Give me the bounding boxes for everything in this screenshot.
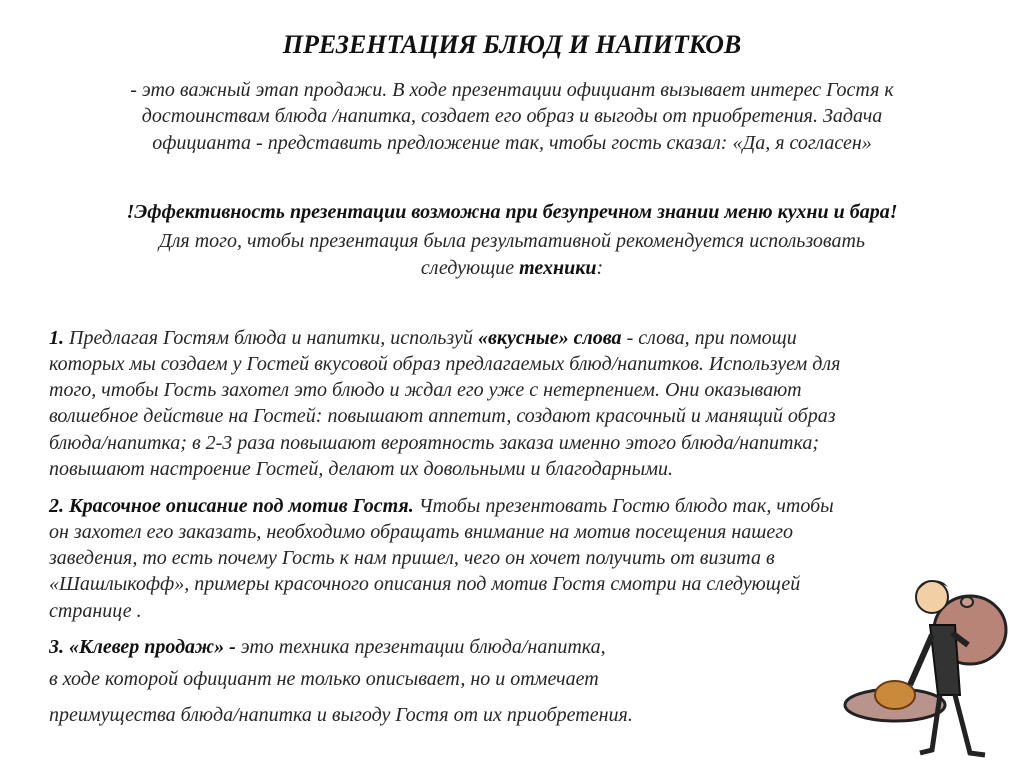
item1-line [49, 326, 797, 350]
lead-line: Для того, чтобы презентация была результативной рекомендуется использовать [158, 230, 866, 252]
emphasis-line: !Эффективность презентации возможна при безупречном знании меню кухни и бара! [126, 201, 898, 223]
item1-num: 1. [49, 327, 64, 349]
item3-line: преимущества блюда/напитка и выгоду Гостя от их приобретения. [49, 704, 633, 726]
item1-line: того, чтобы Гость захотел это блюдо и ждал его уже с нетерпением. Они оказывают [49, 379, 802, 401]
item1-text: Предлагая Гостям блюда и напитки, используй [64, 327, 478, 349]
waiter-illustration [820, 555, 1020, 760]
item2-line [49, 494, 834, 518]
item2-line: «Шашлыкофф», примеры красочного описания под мотив Гостя смотри на следующей [49, 573, 801, 595]
item3-head: 3. «Клевер продаж» - [49, 636, 236, 658]
slide-title: ПРЕЗЕНТАЦИЯ БЛЮД И НАПИТКОВ [282, 30, 742, 59]
item1-line: волшебное действие на Гостей: повышают аппетит, создают красочный и манящий образ [49, 405, 836, 427]
item1-text: - слова, при помощи [621, 327, 797, 349]
lead-techniques: техники [519, 257, 597, 279]
lead-text: следующие [420, 257, 520, 279]
item1-line: которых мы создаем у Гостей вкусовой образ предлагаемых блюд/напитков. Используем для [49, 353, 841, 375]
item2-line: он захотел его заказать, необходимо обращать внимание на мотив посещения нашего [49, 521, 794, 543]
item2-head: 2. Красочное описание под мотив Гостя. [49, 495, 414, 517]
intro-line: - это важный этап продажи. В ходе презентации официант вызывает интерес Гостя к [130, 79, 894, 101]
item3-line [49, 635, 606, 659]
item2-text: Чтобы презентовать Гостю блюдо так, чтобы [413, 495, 834, 517]
item3-line: в ходе которой официант не только описывает, но и отмечает [49, 668, 599, 690]
item1-line: блюда/напитка; в 2-3 раза повышают вероятность заказа именно этого блюда/напитка; [49, 432, 820, 454]
item1-line: повышают настроение Гостей, делают их довольными и благодарными. [49, 458, 673, 480]
lead-line [0, 256, 1024, 280]
item2-line: заведения, то есть почему Гость к нам пришел, чего он хочет получить от визита в [49, 547, 775, 569]
intro-line: официанта - представить предложение так, чтобы гость сказал: «Да, я согласен» [152, 132, 872, 154]
item1-keyword: «вкусные» слова [477, 327, 622, 349]
item2-line: странице . [49, 600, 142, 622]
lead-colon: : [596, 257, 604, 279]
item3-text: это техника презентации блюда/напитка, [235, 636, 606, 658]
intro-line: достоинствам блюда /напитка, создает его образ и выгоды от приобретения. Задача [141, 105, 883, 127]
